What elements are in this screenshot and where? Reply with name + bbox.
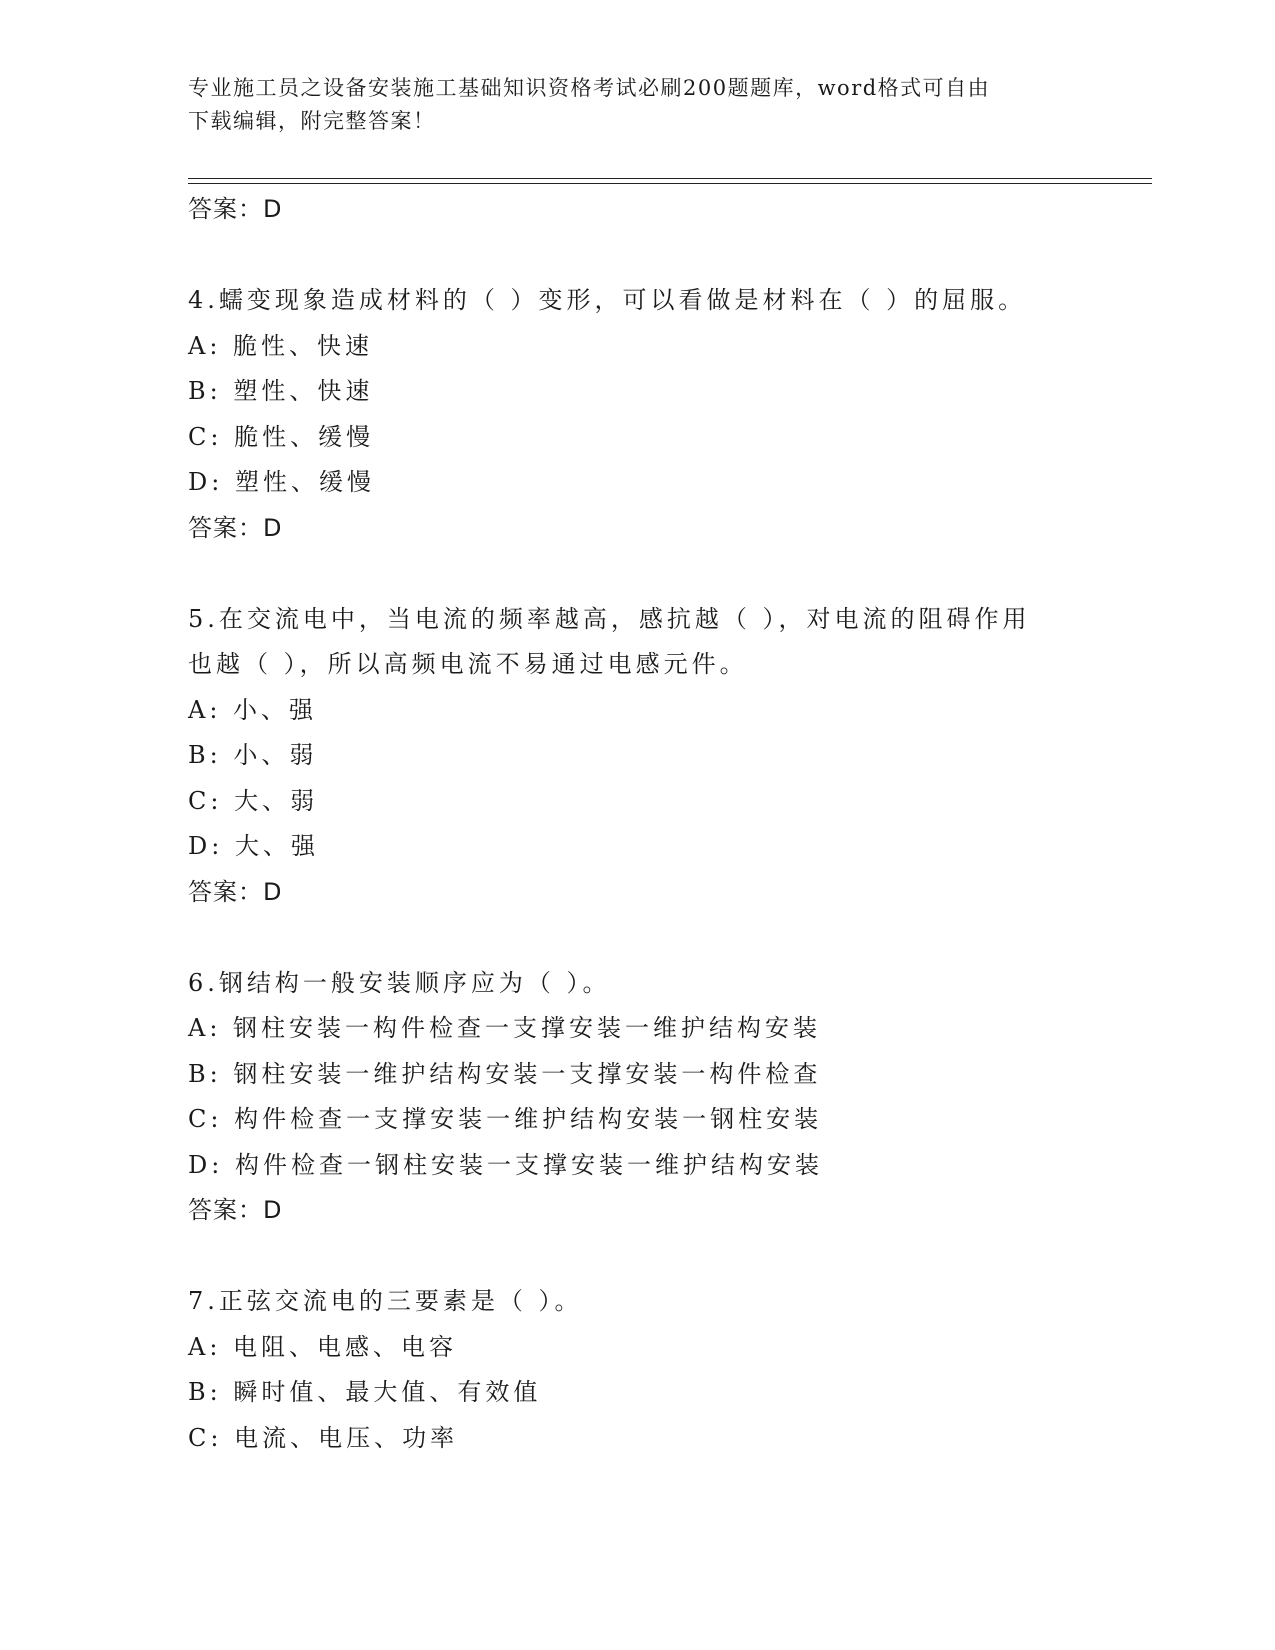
- question-stem: 5.在交流电中，当电流的频率越高，感抗越（ ），对电流的阻碍作用: [188, 604, 1031, 633]
- option-d: D: 大、强: [188, 832, 319, 860]
- option-b: B: 瞬时值、最大值、有效值: [188, 1378, 542, 1406]
- option-b: B: 小、弱: [188, 741, 318, 769]
- option-d: D: 构件检查一钢柱安装一支撑安装一维护结构安装: [188, 1150, 823, 1179]
- question-stem: 4.蠕变现象造成材料的（ ）变形，可以看做是材料在（ ）的屈服。: [188, 286, 1027, 314]
- option-a: A: 钢柱安装一构件检查一支撑安装一维护结构安装: [188, 1014, 822, 1042]
- question-7: [188, 1279, 1088, 1461]
- option-b: B: 塑性、快速: [188, 377, 374, 405]
- question-5: [188, 597, 1088, 916]
- header-rule-bottom: [188, 183, 1152, 184]
- header-line-2: 下载编辑，附完整答案！: [188, 109, 436, 133]
- option-a: A: 小、强: [188, 695, 318, 724]
- option-d: D: 塑性、缓慢: [188, 468, 375, 496]
- header-line-1: 专业施工员之设备安装施工基础知识资格考试必刷200题题库，word格式可自由: [188, 76, 991, 100]
- option-b: B: 钢柱安装一维护结构安装一支撑安装一构件检查: [188, 1059, 822, 1088]
- question-4: [188, 278, 1088, 551]
- document-header: [188, 72, 1068, 138]
- option-c: C: 电流、电压、功率: [188, 1423, 459, 1452]
- option-c: C: 构件检查一支撑安装一维护结构安装一钢柱安装: [188, 1105, 823, 1133]
- header-rule-top: [188, 178, 1152, 179]
- option-c: C: 脆性、缓慢: [188, 422, 375, 451]
- spacer: [188, 915, 1088, 961]
- question-list: [188, 187, 1088, 1461]
- spacer: [188, 551, 1088, 597]
- option-a: A: 脆性、快速: [188, 331, 374, 360]
- answer: 答案：D: [188, 513, 283, 542]
- option-c: C: 大、弱: [188, 786, 319, 815]
- answer: 答案：D: [188, 1196, 283, 1224]
- question-stem: 6.钢结构一般安装顺序应为（ ）。: [188, 968, 611, 997]
- question-6: [188, 961, 1088, 1234]
- previous-answer: 答案：D: [188, 195, 283, 223]
- answer: 答案：D: [188, 877, 283, 906]
- option-a: A: 电阻、电感、电容: [188, 1332, 458, 1361]
- spacer: [188, 233, 1088, 279]
- spacer: [188, 1234, 1088, 1280]
- question-stem-continued: 也越（ ），所以高频电流不易通过电感元件。: [188, 650, 748, 678]
- question-stem: 7.正弦交流电的三要素是（ ）。: [188, 1287, 583, 1315]
